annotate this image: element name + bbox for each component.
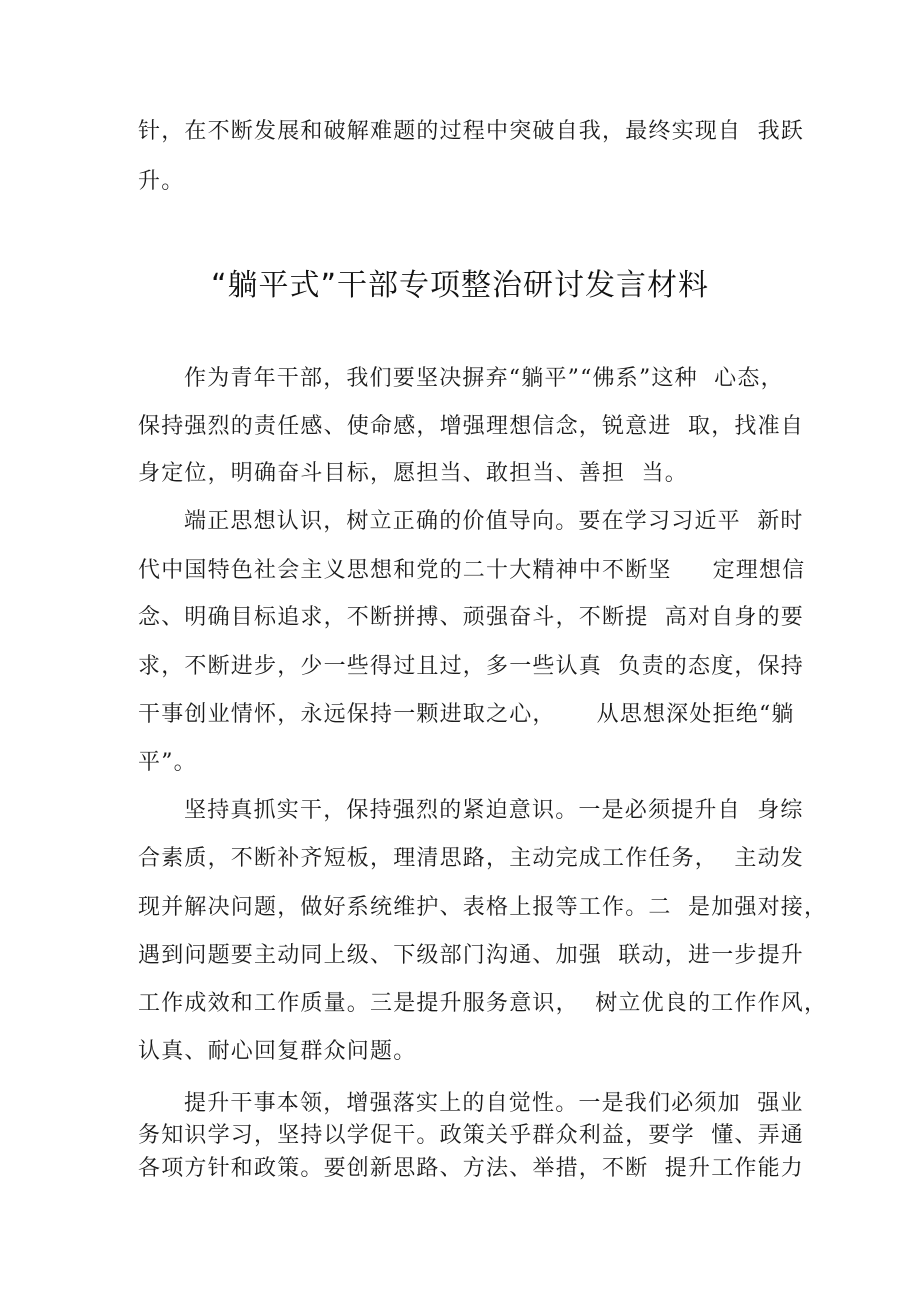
paragraph-line: 各项方针和政策。要创新思路、方法、举措，不断 提升工作能力 xyxy=(138,1156,804,1181)
paragraph-line: 遇到问题要主动同上级、下级部门沟通、加强 联动，进一步提升 xyxy=(138,943,804,968)
paragraph-line: 身定位，明确奋斗目标，愿担当、敢担当、善担 当。 xyxy=(138,461,688,486)
paragraph-line: 工作成效和工作质量。三是提升服务意识， 树立优良的工作作风， xyxy=(138,991,828,1016)
intro-line: 升。 xyxy=(138,169,185,194)
paragraph-line: 干事创业情怀，永远保持一颗进取之心， 从思想深处拒绝“躺 xyxy=(138,702,795,727)
paragraph-line: 提升干事本领，增强落实上的自觉性。一是我们必须加 强业 xyxy=(184,1091,804,1116)
paragraph-line: 念、明确目标追求，不断拼搏、顽强奋斗，不断提 高对自身的要 xyxy=(138,605,804,630)
paragraph-line: 求，不断进步，少一些得过且过，多一些认真 负责的态度，保持 xyxy=(138,654,804,679)
document-title: “躺平式”干部专项整治研讨发言材料 xyxy=(210,268,710,303)
paragraph-line: 作为青年干部，我们要坚决摒弃“躺平”“佛系”这种 心态， xyxy=(184,366,784,391)
paragraph-line: 合素质，不断补齐短板，理清思路，主动完成工作任务， 主动发 xyxy=(138,846,804,871)
paragraph-line: 务知识学习，坚持以学促干。政策关乎群众利益，要学 懂、弄通 xyxy=(138,1123,804,1148)
intro-line: 针，在不断发展和破解难题的过程中突破自我，最终实现自 我跃 xyxy=(138,119,804,144)
paragraph-line: 保持强烈的责任感、使命感，增强理想信念，锐意进 取，找准自 xyxy=(138,414,804,439)
paragraph-line: 坚持真抓实干，保持强烈的紧迫意识。一是必须提升自 身综 xyxy=(184,798,804,823)
paragraph-line: 现并解决问题，做好系统维护、表格上报等工作。二 是加强对接， xyxy=(138,895,828,920)
paragraph-line: 端正思想认识，树立正确的价值导向。要在学习习近平 新时 xyxy=(184,509,804,534)
paragraph-line: 平”。 xyxy=(138,750,197,775)
paragraph-line: 认真、耐心回复群众问题。 xyxy=(138,1039,417,1064)
paragraph-line: 代中国特色社会主义思想和党的二十大精神中不断坚 定理想信 xyxy=(138,558,806,583)
